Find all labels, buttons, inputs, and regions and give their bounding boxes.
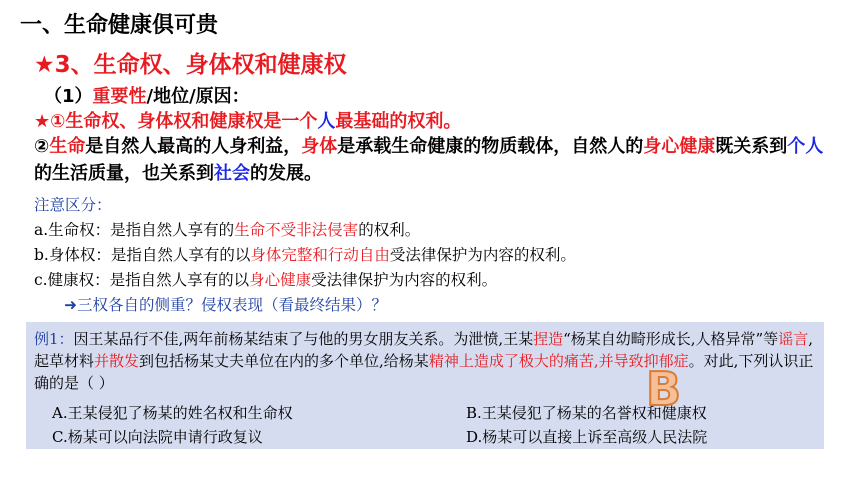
example-text-5: 。对此,下列认识正确的是（ ） [34,352,814,392]
example-text-2: “杨某自幼畸形成长,人格异常”等 [563,330,779,348]
note-c-text-2: 受法律保护为内容的权利。 [311,271,498,289]
example-keyword-1: 捏造 [533,330,564,348]
note-c-text-1: c.健康权：是指自然人享有的以 [34,271,250,289]
point-2 [34,133,824,187]
point-2-keyword-life: 生命 [49,136,86,157]
note-a-text-2: 的权利。 [358,221,421,239]
point-2-text-1: 是自然人最高的人身利益， [85,136,302,157]
example-text-3: ,起草材料 [34,330,814,370]
sub-heading-rest: /地位/原因： [146,86,250,107]
point-2-prefix: ② [34,136,50,157]
point-2-keyword-individual: 个人 [787,136,824,157]
point-1 [34,107,461,133]
point-1-text-a: ①生命权、身体权和健康权是一个 [50,111,318,132]
note-item-b [34,243,576,268]
note-item-c [34,268,576,293]
note-b-text-2: 受法律保护为内容的权利。 [389,246,576,264]
example-keyword-2: 谣言 [778,330,809,348]
slide-title: 一、生命健康俱可贵 [20,13,219,38]
note-a-keyword: 生命不受非法侵害 [234,221,359,239]
point-2-text-2: 是承载生命健康的物质载体，自然人的 [337,136,644,157]
point-2-keyword-health: 身心健康 [643,136,716,157]
answer-stamp: B [646,362,682,416]
note-item-a [34,218,576,243]
sub-heading-importance: 重要性 [92,86,147,107]
note-b-text-1: b.身体权：是指自然人享有的以 [34,246,251,264]
note-a-text-1: a.生命权：是指自然人享有的 [34,221,235,239]
note-c-keyword: 身心健康 [249,271,312,289]
option-d[interactable]: D.杨某可以直接上诉至高级人民法院 [466,428,708,446]
example-text-4: 到包括杨某丈夫单位在内的多个单位,给杨某 [139,352,429,370]
star-icon: ★ [34,52,55,78]
option-b[interactable]: B.王某侵犯了杨某的名誉权和健康权 [466,404,707,422]
star-icon: ★ [34,111,51,132]
notes-heading: 注意区分： [34,196,112,214]
section-heading [34,46,347,79]
example-label: 例1： [34,330,74,348]
point-1-text-b: 最基础的权利。 [335,111,462,132]
point-2-keyword-society: 社会 [214,163,250,184]
point-2-text-3: 既关系到 [715,136,788,157]
point-2-text-4: 的生活质量，也关系到 [34,163,214,184]
example-text-1: 因王某品行不佳,两年前杨某结束了与他的男女朋友关系。为泄愤,王某 [73,330,534,348]
example-question [34,328,820,394]
sub-heading [44,82,250,108]
example-keyword-4: 精神上造成了极大的痛苦,并导致抑郁症 [428,352,689,370]
option-a[interactable]: A.王某侵犯了杨某的姓名权和生命权 [52,404,293,422]
notes-section [34,193,576,318]
point-2-keyword-body: 身体 [301,136,338,157]
option-c[interactable]: C.杨某可以向法院申请行政复议 [52,428,263,446]
note-b-keyword: 身体完整和行动自由 [250,246,390,264]
section-heading-text: 3、生命权、身体权和健康权 [54,52,347,78]
point-1-keyword: 人 [317,111,336,132]
point-2-text-5: 的发展。 [250,163,322,184]
sub-heading-number: （1） [44,86,93,107]
notes-question: ➜三权各自的侧重？侵权表现（看最终结果）？ [64,296,387,314]
example-keyword-3: 并散发 [94,352,140,370]
example-box [26,322,824,449]
